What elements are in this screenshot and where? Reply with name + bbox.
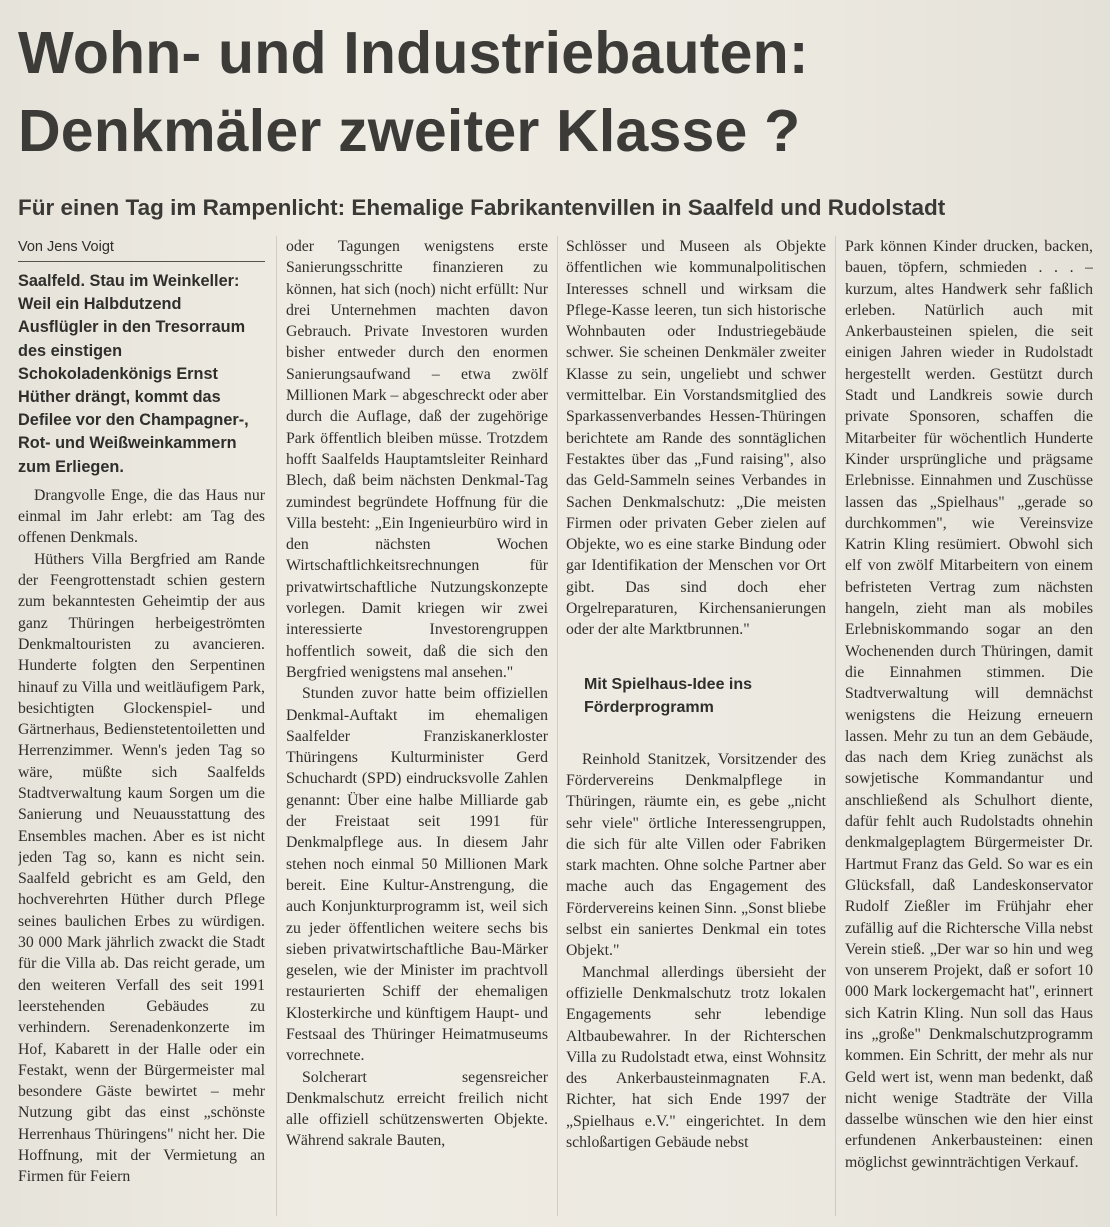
body-paragraph: Stunden zuvor hatte beim offiziellen Denkmal-Auftakt im ehemaligen Saalfelder Franziskanerkloster Thüringens Kulturminister Gerd Schuchardt (SPD) eindrucksvolle Zahlen genannt: Über eine halbe Milliarde gab der Freistaat seit 1991 für Denkmalpflege aus. In diesem Jahr stehen noch einmal 50 Millionen Mark bereit. Eine Kultur-Anstrengung, die auch Konjunkturprogramm ist, weil sich zu jeder öffentlichen weitere sechs bis sieben privatwirtschaftliche Bau-Märker geselen, wie der Minister im prachtvoll restaurierten Schiff der ehemaligen Klosterkirche und künftigem Haupt- und Festsaal des Thüringer Heimatmuseums vorrechnete. bbox=[286, 685, 548, 1065]
body-paragraph: Schlösser und Museen als Objekte öffentlichen wie kommunalpolitischen Interesses schnell und wirksam die Pflege-Kasse leeren, tun sich historische Wohnbauten oder Industriegebäude schwer. Sie scheinen Denkmäler zweiter Klasse zu sein, ungeliebt und schwer vermittelbar. Ein Vorstandsmitglied des Sparkassenverbandes Hessen-Thüringen berichtete am Rande des sonntäglichen Festaktes über das „Fund raising", also das Geld-Sammeln seines Verbandes in Sachen Denkmalschutz: „Die meisten Firmen oder privaten Geber zielen auf Objekte, wo es eine starke Bindung oder gar Identifikation der Menschen vor Ort gibt. Das sind doch eher Orgelreparaturen, Kirchensanierungen oder der alte Marktbrunnen." bbox=[566, 238, 826, 639]
body-paragraph: Hüthers Villa Bergfried am Rande der Feengrottenstadt schien gestern zum bekanntesten Geheimtip der aus ganz Thüringen herbeigeströmten Denkmaltouristen zu avancieren. Hunderte folgten den Serpentinen hinauf zu Villa und weitläufigem Park, besichtigten Glockenspiel- und Gärtnerhaus, Bedienstetentoiletten und Herrenzimmer. Wenn's jeden Tag so wäre, müßte sich Saalfelds Stadtverwaltung kaum Sorgen um die Sanierung und Neuausstattung des Ensembles machen. Aber es ist nicht jeden Tag so, kann es nicht sein. Saalfeld gebricht es am Geld, den hochverehrten Hüther durch Pflege seines baulichen Erbes zu würdigen. 30 000 Mark jährlich zwackt die Stadt für die Villa ab. Das reicht gerade, um den weiteren Verfall des seit 1991 leerstehenden Gebäudes zu verhindern. Serenadenkonzerte im Hof, Kabarett in der Halle oder ein Festakt, wenn der Bürgermeister mal besondere Gäste bewirtet – mehr Nutzung gibt das einst „schönste Herrenhaus Thüringens" nicht her. Die Hoffnung, mit der Vermietung an Firmen für Feiern bbox=[18, 550, 265, 1186]
headline bbox=[18, 14, 1098, 170]
lead-paragraph: Saalfeld. Stau im Weinkeller: Weil ein Halbdutzend Ausflügler in den Tresorraum des einstigen Schokoladenkönigs Ernst Hüther drängt, kommt das Defilee vor den Champagner-, Rot- und Weißweinkammern zum Erliegen. bbox=[18, 272, 249, 476]
article-column-1 bbox=[18, 236, 265, 1216]
column-divider bbox=[835, 236, 836, 1216]
body-paragraph: Park können Kinder drucken, backen, bauen, töpfern, schmieden . . . – kurzum, altes Handwerk sehr faßlich erleben. Natürlich auch mit Ankerbausteinen spielen, die seit einigen Jahren wieder in Rudolstadt hergestellt werden. Gestützt durch Stadt und Landkreis sowie durch private Sponsoren, schaffen die Mitarbeiter für wöchentlich Hunderte Kinder ursprüngliche und prägsame Erlebnisse. Einnahmen und Zuschüsse lassen das „Spielhaus" „gerade so durchkommen", wie Vereinsvize Katrin Kling resümiert. Obwohl sich elf von zwölf Mitarbeitern von einem befristeten Vertrag zum nächsten hangeln, zieht man als mobiles Erlebniskommando sogar an den Wochenenden durch Thüringen, damit die Einnahmen stimmen. Die Stadtverwaltung will demnächst wenigstens die Heizung erneuern lassen. Mehr zu tun an dem Gebäude, das nach dem Krieg zunächst als sowjetische Kommandantur und anschließend als Schulhort diente, dafür fehlt auch Rudolstadts ohnehin denkmalgeplagtem Bürgermeister Dr. Hartmut Franz das Geld. So war es ein Glücksfall, daß Landeskonservator Rudolf Zießler im Frühjahr eher zufällig auf die Richtersche Villa nebst Verein stieß. „Der war so hin und weg von unserem Projekt, daß er sofort 10 000 Mark lockergemacht hat", erinnert sich Katrin Kling. Nun soll das Haus ins „große" Denkmalschutzprogramm kommen. Ein Schritt, der mehr als nur Geld wert ist, wenn man bedenkt, daß nicht wenige Stadträte der Villa dasselbe wünschen wie den hier einst erfundenen Ankerbausteinen: einen möglichst gewinnträchtigen Verkauf. bbox=[845, 238, 1093, 1171]
body-paragraph: Manchmal allerdings übersieht der offizielle Denkmalschutz trotz lokalen Engagements sehr lebendige Altbaubewahrer. In der Richterschen Villa zu Rudolstadt etwa, einst Wohnsitz des Ankerbausteinmagnaten F.A. Richter, hat sich Ende 1997 der „Spielhaus e.V." eingerichtet. In dem schloßartigen Gebäude nebst bbox=[566, 963, 826, 1151]
headline-line-2: Denkmäler zweiter Klasse ? bbox=[18, 98, 801, 164]
subheadline: Für einen Tag im Rampenlicht: Ehemalige Fabrikantenvillen in Saalfeld und Rudolstadt bbox=[18, 195, 946, 220]
column-divider bbox=[557, 236, 558, 1216]
article-column-2 bbox=[286, 236, 548, 1216]
body-paragraph: Drangvolle Enge, die das Haus nur einmal im Jahr erlebt: am Tag des offenen Denkmals. bbox=[18, 486, 265, 547]
body-paragraph: oder Tagungen wenigstens erste Sanierungsschritte finanzieren zu können, hat sich (noch) nicht erfüllt: Nur drei Unternehmen machten davon Gebrauch. Private Investoren wurden bisher entweder durch den enormen Sanierungsaufwand – etwa zwölf Millionen Mark – abgeschreckt oder aber durch die Auflage, daß der zugehörige Park öffentlich bleiben müsse. Trotzdem hofft Saalfelds Hauptamtsleiter Reinhard Blech, daß beim nächsten Denkmal-Tag zumindest begründete Hoffnung für die Villa besteht: „Ein Ingenieurbüro wird in den nächsten Wochen Wirtschaftlichkeitsrechnungen für privatwirtschaftliche Nutzungskonzepte vorlegen. Damit kriegen wir zwei interessierte Investorengruppen hoffentlich soweit, daß die sich den Bergfried wenigstens mal ansehen." bbox=[286, 238, 548, 681]
article-column-3 bbox=[566, 236, 826, 1216]
section-subtitle: Mit Spielhaus-Idee ins Förderprogramm bbox=[584, 675, 753, 716]
column-divider bbox=[276, 236, 277, 1216]
byline: Von Jens Voigt bbox=[18, 236, 265, 262]
body-paragraph: Reinhold Stanitzek, Vorsitzender des Fördervereins Denkmalpflege in Thüringen, räumte ein, es gebe „nicht sehr viele" örtliche Interessengruppen, die sich für alte Villen oder Fabriken stark machten. Ohne solche Partner aber mache auch das Engagement des Fördervereins keinen Sinn. „Sonst bliebe selbst ein saniertes Denkmal ein totes Objekt." bbox=[566, 750, 826, 960]
body-paragraph: Solcherart segensreicher Denkmalschutz erreicht freilich nicht alle offiziell schützenswerten Objekte. Während sakrale Bauten, bbox=[286, 1068, 548, 1150]
article-column-4 bbox=[845, 236, 1093, 1216]
headline-line-1: Wohn- und Industriebauten: bbox=[18, 20, 809, 86]
